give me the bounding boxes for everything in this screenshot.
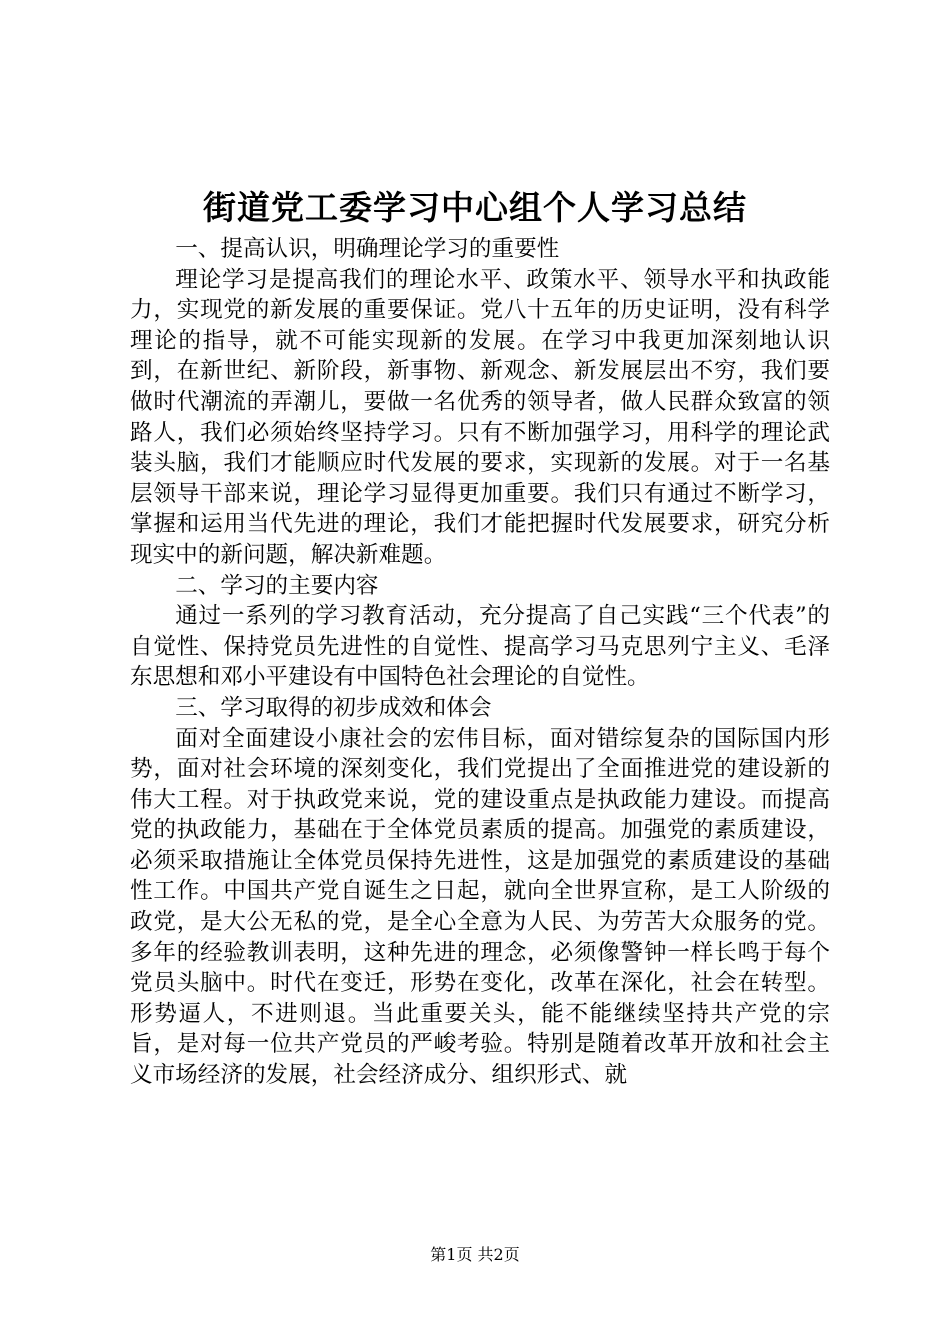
section-heading-2: 二、学习的主要内容 (175, 572, 379, 599)
section-heading-3: 三、学习取得的初步成效和体会 (175, 694, 492, 721)
section-paragraph-3: 面对全面建设小康社会的宏伟目标，面对错综复杂的国际国内形势，面对社会环境的深刻变化，我们党提出了全面推进党的建设新的伟大工程。对于执政党来说，党的建设重点是执政能力建设。而提高党的执政能力，基础在于全体党员素质的提高。加强党的素质建设，必须采取措施让全体党员保持先进性，这是加强党的素质建设的基础性工作。中国共产党自诞生之日起，就向全世界宣称，是工人阶级的政党，是大公无私的党，是全心全意为人民、为劳苦大众服务的党。多年的经验教训表明，这种先进的理念，必须像警钟一样长鸣于每个党员头脑中。时代在变迁，形势在变化，改革在深化，社会在转型。形势逼人，不进则退。当此重要关头，能不能继续坚持共产党的宗旨，是对每一位共产党员的严峻考验。特别是随着改革开放和社会主义市场经济的发展，社会经济成分、组织形式、就 (130, 725, 830, 1089)
section-paragraph-1: 理论学习是提高我们的理论水平、政策水平、领导水平和执政能力，实现党的新发展的重要保证。党八十五年的历史证明，没有科学理论的指导，就不可能实现新的发展。在学习中我更加深刻地认识到，在新世纪、新阶段，新事物、新观念、新发展层出不穷，我们要做时代潮流的弄潮儿，要做一名优秀的领导者，做人民群众致富的领路人，我们必须始终坚持学习。只有不断加强学习，用科学的理论武装头脑，我们才能顺应时代发展的要求，实现新的发展。对于一名基层领导干部来说，理论学习显得更加重要。我们只有通过不断学习，掌握和运用当代先进的理论，我们才能把握时代发展要求，研究分析现实中的新问题，解决新难题。 (130, 266, 830, 568)
document-title: 街道党工委学习中心组个人学习总结 (203, 188, 747, 227)
section-paragraph-2: 通过一系列的学习教育活动，充分提高了自己实践“三个代表”的自觉性、保持党员先进性的自觉性、提高学习马克思列宁主义、毛泽东思想和邓小平建设有中国特色社会理论的自觉性。 (130, 603, 830, 691)
page-footer: 第1页 共2页 (430, 1245, 520, 1264)
section-heading-1: 一、提高认识，明确理论学习的重要性 (175, 236, 560, 262)
document-body (130, 234, 830, 1091)
